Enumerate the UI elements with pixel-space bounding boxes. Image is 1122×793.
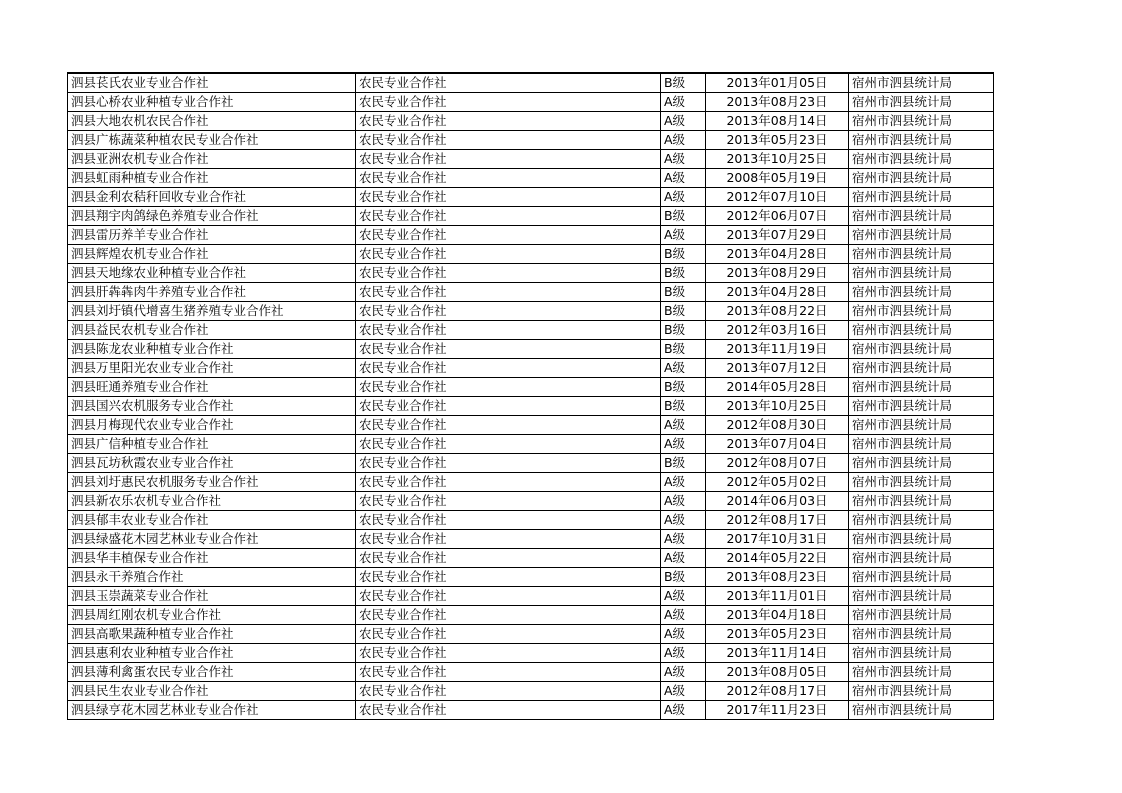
cell-grade: A级: [661, 663, 706, 682]
cell-cooperative-name: 泗县新农乐农机专业合作社: [68, 492, 356, 511]
table-row: [68, 283, 994, 302]
cell-cooperative-name: 泗县虹雨种植专业合作社: [68, 169, 356, 188]
cell-cooperative-name: 泗县惠利农业种植专业合作社: [68, 644, 356, 663]
cell-cooperative-type: 农民专业合作社: [356, 264, 661, 283]
table-row: [68, 492, 994, 511]
table-row: [68, 150, 994, 169]
cell-date: 2013年08月23日: [706, 93, 849, 112]
table-row: [68, 112, 994, 131]
cell-grade: A级: [661, 492, 706, 511]
cell-authority: 宿州市泗县统计局: [849, 644, 994, 663]
table-row: [68, 568, 994, 587]
cell-grade: A级: [661, 435, 706, 454]
cell-date: 2013年11月14日: [706, 644, 849, 663]
cell-grade: A级: [661, 682, 706, 701]
cell-authority: 宿州市泗县统计局: [849, 701, 994, 720]
cooperative-table: [67, 72, 994, 720]
table-row: [68, 397, 994, 416]
table-row: [68, 73, 994, 93]
table-row: [68, 587, 994, 606]
cell-cooperative-type: 农民专业合作社: [356, 473, 661, 492]
table-row: [68, 549, 994, 568]
cell-cooperative-name: 泗县心桥农业种植专业合作社: [68, 93, 356, 112]
cell-cooperative-name: 泗县大地农机农民合作社: [68, 112, 356, 131]
cell-date: 2017年11月23日: [706, 701, 849, 720]
cell-cooperative-type: 农民专业合作社: [356, 302, 661, 321]
cell-cooperative-name: 泗县刘圩镇代增喜生猪养殖专业合作社: [68, 302, 356, 321]
cell-authority: 宿州市泗县统计局: [849, 663, 994, 682]
table-row: [68, 226, 994, 245]
cell-cooperative-name: 泗县华丰植保专业合作社: [68, 549, 356, 568]
cell-cooperative-type: 农民专业合作社: [356, 131, 661, 150]
cell-authority: 宿州市泗县统计局: [849, 169, 994, 188]
cell-date: 2013年10月25日: [706, 150, 849, 169]
cell-date: 2012年03月16日: [706, 321, 849, 340]
cell-authority: 宿州市泗县统计局: [849, 530, 994, 549]
cell-cooperative-type: 农民专业合作社: [356, 644, 661, 663]
cell-authority: 宿州市泗县统计局: [849, 302, 994, 321]
cell-cooperative-name: 泗县旺通养殖专业合作社: [68, 378, 356, 397]
cell-authority: 宿州市泗县统计局: [849, 73, 994, 93]
cell-cooperative-name: 泗县金利农秸秆回收专业合作社: [68, 188, 356, 207]
cell-cooperative-type: 农民专业合作社: [356, 701, 661, 720]
cell-grade: A级: [661, 188, 706, 207]
cell-date: 2012年06月07日: [706, 207, 849, 226]
cell-cooperative-type: 农民专业合作社: [356, 568, 661, 587]
cell-cooperative-type: 农民专业合作社: [356, 397, 661, 416]
cell-grade: A级: [661, 359, 706, 378]
cell-grade: A级: [661, 150, 706, 169]
cell-date: 2012年07月10日: [706, 188, 849, 207]
cell-authority: 宿州市泗县统计局: [849, 587, 994, 606]
cell-authority: 宿州市泗县统计局: [849, 549, 994, 568]
cell-grade: B级: [661, 340, 706, 359]
cell-cooperative-name: 泗县永干养殖合作社: [68, 568, 356, 587]
cell-cooperative-name: 泗县广栋蔬菜种植农民专业合作社: [68, 131, 356, 150]
cell-cooperative-name: 泗县陈龙农业种植专业合作社: [68, 340, 356, 359]
cell-cooperative-name: 泗县刘圩惠民农机服务专业合作社: [68, 473, 356, 492]
cell-date: 2013年10月25日: [706, 397, 849, 416]
cell-cooperative-type: 农民专业合作社: [356, 606, 661, 625]
cell-authority: 宿州市泗县统计局: [849, 682, 994, 701]
cell-cooperative-name: 泗县绿亨花木园艺林业专业合作社: [68, 701, 356, 720]
table-row: [68, 663, 994, 682]
cell-cooperative-type: 农民专业合作社: [356, 188, 661, 207]
cell-grade: A级: [661, 416, 706, 435]
cell-grade: A级: [661, 169, 706, 188]
cell-grade: A级: [661, 587, 706, 606]
cell-cooperative-type: 农民专业合作社: [356, 625, 661, 644]
cell-authority: 宿州市泗县统计局: [849, 606, 994, 625]
cell-grade: B级: [661, 264, 706, 283]
table-row: [68, 264, 994, 283]
cell-cooperative-type: 农民专业合作社: [356, 73, 661, 93]
cell-cooperative-name: 泗县郁丰农业专业合作社: [68, 511, 356, 530]
cell-grade: A级: [661, 644, 706, 663]
cell-grade: A级: [661, 93, 706, 112]
cell-grade: A级: [661, 625, 706, 644]
cell-date: 2014年06月03日: [706, 492, 849, 511]
cell-cooperative-name: 泗县苌氏农业专业合作社: [68, 73, 356, 93]
table-row: [68, 169, 994, 188]
cell-grade: B级: [661, 378, 706, 397]
cell-cooperative-type: 农民专业合作社: [356, 682, 661, 701]
table-row: [68, 131, 994, 150]
cell-authority: 宿州市泗县统计局: [849, 492, 994, 511]
cell-date: 2013年08月14日: [706, 112, 849, 131]
cell-cooperative-name: 泗县万里阳光农业专业合作社: [68, 359, 356, 378]
cell-cooperative-type: 农民专业合作社: [356, 492, 661, 511]
cell-authority: 宿州市泗县统计局: [849, 321, 994, 340]
cell-cooperative-type: 农民专业合作社: [356, 416, 661, 435]
cell-grade: B级: [661, 73, 706, 93]
table-row: [68, 473, 994, 492]
table-row: [68, 511, 994, 530]
cell-date: 2013年07月04日: [706, 435, 849, 454]
cell-grade: A级: [661, 511, 706, 530]
table-row: [68, 435, 994, 454]
cell-cooperative-type: 农民专业合作社: [356, 435, 661, 454]
cell-grade: B级: [661, 302, 706, 321]
cell-grade: B级: [661, 321, 706, 340]
cell-authority: 宿州市泗县统计局: [849, 283, 994, 302]
cell-cooperative-name: 泗县雷历养羊专业合作社: [68, 226, 356, 245]
cell-authority: 宿州市泗县统计局: [849, 264, 994, 283]
table-row: [68, 340, 994, 359]
cell-authority: 宿州市泗县统计局: [849, 112, 994, 131]
cell-authority: 宿州市泗县统计局: [849, 188, 994, 207]
cell-cooperative-type: 农民专业合作社: [356, 359, 661, 378]
cell-cooperative-name: 泗县天地缘农业种植专业合作社: [68, 264, 356, 283]
cell-grade: B级: [661, 454, 706, 473]
table-row: [68, 359, 994, 378]
cell-date: 2013年08月23日: [706, 568, 849, 587]
cell-cooperative-type: 农民专业合作社: [356, 226, 661, 245]
table-row: [68, 625, 994, 644]
table-row: [68, 530, 994, 549]
cell-authority: 宿州市泗县统计局: [849, 625, 994, 644]
cell-date: 2013年04月28日: [706, 245, 849, 264]
cell-cooperative-type: 农民专业合作社: [356, 340, 661, 359]
cell-cooperative-type: 农民专业合作社: [356, 549, 661, 568]
cell-cooperative-type: 农民专业合作社: [356, 454, 661, 473]
cell-grade: A级: [661, 606, 706, 625]
table-row: [68, 188, 994, 207]
cell-date: 2012年08月30日: [706, 416, 849, 435]
cell-cooperative-name: 泗县广信种植专业合作社: [68, 435, 356, 454]
cell-authority: 宿州市泗县统计局: [849, 397, 994, 416]
cell-cooperative-name: 泗县绿盛花木园艺林业专业合作社: [68, 530, 356, 549]
cell-authority: 宿州市泗县统计局: [849, 378, 994, 397]
table-row: [68, 416, 994, 435]
cell-grade: A级: [661, 530, 706, 549]
cell-cooperative-name: 泗县亚洲农机专业合作社: [68, 150, 356, 169]
cell-date: 2014年05月28日: [706, 378, 849, 397]
cell-cooperative-type: 农民专业合作社: [356, 169, 661, 188]
cell-date: 2013年11月19日: [706, 340, 849, 359]
table-row: [68, 682, 994, 701]
cell-grade: A级: [661, 549, 706, 568]
cell-cooperative-type: 农民专业合作社: [356, 663, 661, 682]
cell-grade: B级: [661, 207, 706, 226]
cell-date: 2013年08月22日: [706, 302, 849, 321]
cell-date: 2013年11月01日: [706, 587, 849, 606]
cell-cooperative-name: 泗县辉煌农机专业合作社: [68, 245, 356, 264]
cell-cooperative-type: 农民专业合作社: [356, 245, 661, 264]
cell-cooperative-type: 农民专业合作社: [356, 112, 661, 131]
cell-date: 2013年05月23日: [706, 625, 849, 644]
cell-grade: B级: [661, 397, 706, 416]
cell-date: 2013年08月05日: [706, 663, 849, 682]
cell-date: 2013年04月18日: [706, 606, 849, 625]
cell-date: 2014年05月22日: [706, 549, 849, 568]
cell-authority: 宿州市泗县统计局: [849, 207, 994, 226]
table-row: [68, 245, 994, 264]
cell-cooperative-type: 农民专业合作社: [356, 378, 661, 397]
cell-authority: 宿州市泗县统计局: [849, 568, 994, 587]
cell-authority: 宿州市泗县统计局: [849, 416, 994, 435]
cell-date: 2012年08月07日: [706, 454, 849, 473]
cell-authority: 宿州市泗县统计局: [849, 93, 994, 112]
cell-authority: 宿州市泗县统计局: [849, 245, 994, 264]
table-row: [68, 321, 994, 340]
cell-date: 2012年08月17日: [706, 511, 849, 530]
cell-authority: 宿州市泗县统计局: [849, 359, 994, 378]
cell-grade: A级: [661, 226, 706, 245]
table-row: [68, 644, 994, 663]
table-body: [68, 73, 994, 720]
cell-cooperative-name: 泗县国兴农机服务专业合作社: [68, 397, 356, 416]
cell-authority: 宿州市泗县统计局: [849, 340, 994, 359]
table-row: [68, 302, 994, 321]
cell-cooperative-name: 泗县翔宇肉鸽绿色养殖专业合作社: [68, 207, 356, 226]
cell-grade: B级: [661, 568, 706, 587]
table-row: [68, 454, 994, 473]
cell-cooperative-name: 泗县高歌果蔬种植专业合作社: [68, 625, 356, 644]
cell-authority: 宿州市泗县统计局: [849, 150, 994, 169]
cell-cooperative-name: 泗县周红刚农机专业合作社: [68, 606, 356, 625]
table-row: [68, 701, 994, 720]
cell-cooperative-name: 泗县瓦坊秋霞农业专业合作社: [68, 454, 356, 473]
cell-grade: A级: [661, 112, 706, 131]
cell-cooperative-type: 农民专业合作社: [356, 321, 661, 340]
cell-date: 2013年04月28日: [706, 283, 849, 302]
cell-date: 2008年05月19日: [706, 169, 849, 188]
cell-cooperative-type: 农民专业合作社: [356, 587, 661, 606]
cell-cooperative-name: 泗县民生农业专业合作社: [68, 682, 356, 701]
table-row: [68, 378, 994, 397]
cell-authority: 宿州市泗县统计局: [849, 435, 994, 454]
cell-date: 2013年01月05日: [706, 73, 849, 93]
cell-cooperative-type: 农民专业合作社: [356, 93, 661, 112]
cell-date: 2013年07月12日: [706, 359, 849, 378]
cell-cooperative-name: 泗县肝犇犇肉牛养殖专业合作社: [68, 283, 356, 302]
cell-date: 2012年08月17日: [706, 682, 849, 701]
cell-cooperative-name: 泗县月梅现代农业专业合作社: [68, 416, 356, 435]
cell-cooperative-name: 泗县薄利禽蛋农民专业合作社: [68, 663, 356, 682]
cell-date: 2013年05月23日: [706, 131, 849, 150]
cell-authority: 宿州市泗县统计局: [849, 454, 994, 473]
cell-cooperative-name: 泗县益民农机专业合作社: [68, 321, 356, 340]
cell-authority: 宿州市泗县统计局: [849, 473, 994, 492]
cell-grade: A级: [661, 701, 706, 720]
cell-authority: 宿州市泗县统计局: [849, 511, 994, 530]
cell-date: 2017年10月31日: [706, 530, 849, 549]
cell-cooperative-type: 农民专业合作社: [356, 530, 661, 549]
table-row: [68, 606, 994, 625]
table-row: [68, 207, 994, 226]
cell-cooperative-type: 农民专业合作社: [356, 511, 661, 530]
cell-grade: A级: [661, 473, 706, 492]
cell-authority: 宿州市泗县统计局: [849, 226, 994, 245]
cell-grade: B级: [661, 283, 706, 302]
cell-authority: 宿州市泗县统计局: [849, 131, 994, 150]
cell-cooperative-name: 泗县玉崇蔬菜专业合作社: [68, 587, 356, 606]
cell-cooperative-type: 农民专业合作社: [356, 283, 661, 302]
cell-date: 2013年08月29日: [706, 264, 849, 283]
cell-grade: A级: [661, 131, 706, 150]
cell-grade: B级: [661, 245, 706, 264]
table-row: [68, 93, 994, 112]
cell-cooperative-type: 农民专业合作社: [356, 150, 661, 169]
cell-date: 2012年05月02日: [706, 473, 849, 492]
cell-cooperative-type: 农民专业合作社: [356, 207, 661, 226]
cell-date: 2013年07月29日: [706, 226, 849, 245]
